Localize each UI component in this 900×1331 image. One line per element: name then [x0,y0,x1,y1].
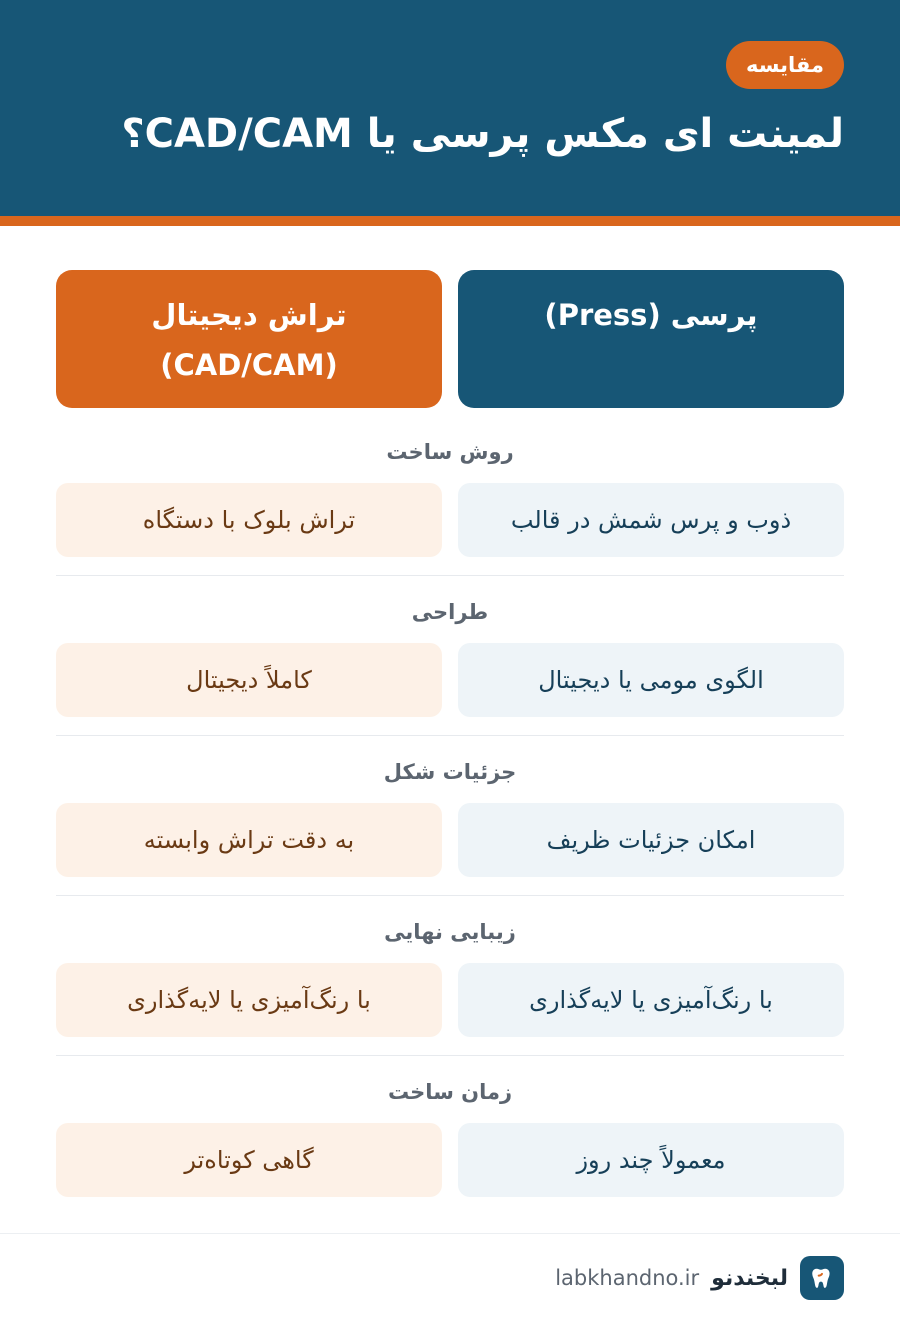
press-cell: معمولاً چند روز [458,1123,844,1197]
press-cell: الگوی مومی یا دیجیتال [458,643,844,717]
cad-cell: به دقت تراش وابسته [56,803,442,877]
cad-cell: با رنگ‌آمیزی یا لایه‌گذاری [56,963,442,1037]
column-header-press [458,270,844,408]
column-header-cad-cam [56,270,442,408]
row-label: جزئیات شکل [383,760,517,784]
row-divider [56,1055,844,1056]
cad-cell: تراش بلوک با دستگاه [56,483,442,557]
press-cell: امکان جزئیات ظریف [458,803,844,877]
row-divider [56,575,844,576]
comparison-row [56,424,844,584]
press-cell: ذوب و پرس شمش در قالب [458,483,844,557]
brand-name: لبخندنو [711,1265,788,1291]
tooth-icon [800,1256,844,1300]
row-label: زمان ساخت [387,1080,513,1104]
column-header-cad-sublabel: (CAD/CAM) [160,348,338,382]
comparison-row [56,744,844,904]
comparison-row [56,1064,844,1224]
column-header-press-label: پرسی (Press) [544,298,758,332]
column-header-cad-label: تراش دیجیتال [151,298,347,332]
press-cell: با رنگ‌آمیزی یا لایه‌گذاری [458,963,844,1037]
cad-cell: کاملاً دیجیتال [56,643,442,717]
footer [555,1255,844,1301]
cad-cell: گاهی کوتاه‌تر [56,1123,442,1197]
row-divider [56,735,844,736]
page-title: لمینت ای مکس پرسی یا CAD/CAM؟ [121,111,844,157]
row-label: طراحی [411,600,489,624]
category-badge: مقایسه [726,41,844,89]
comparison-row [56,904,844,1064]
row-label: زیبایی نهایی [384,920,516,944]
header-accent-stripe [0,216,900,226]
row-divider [56,895,844,896]
website-link[interactable]: labkhandno.ir [555,1266,700,1290]
comparison-row [56,584,844,744]
comparison-table [56,424,844,1224]
row-label: روش ساخت [386,440,514,464]
header-banner [0,0,900,216]
footer-divider [0,1233,900,1234]
